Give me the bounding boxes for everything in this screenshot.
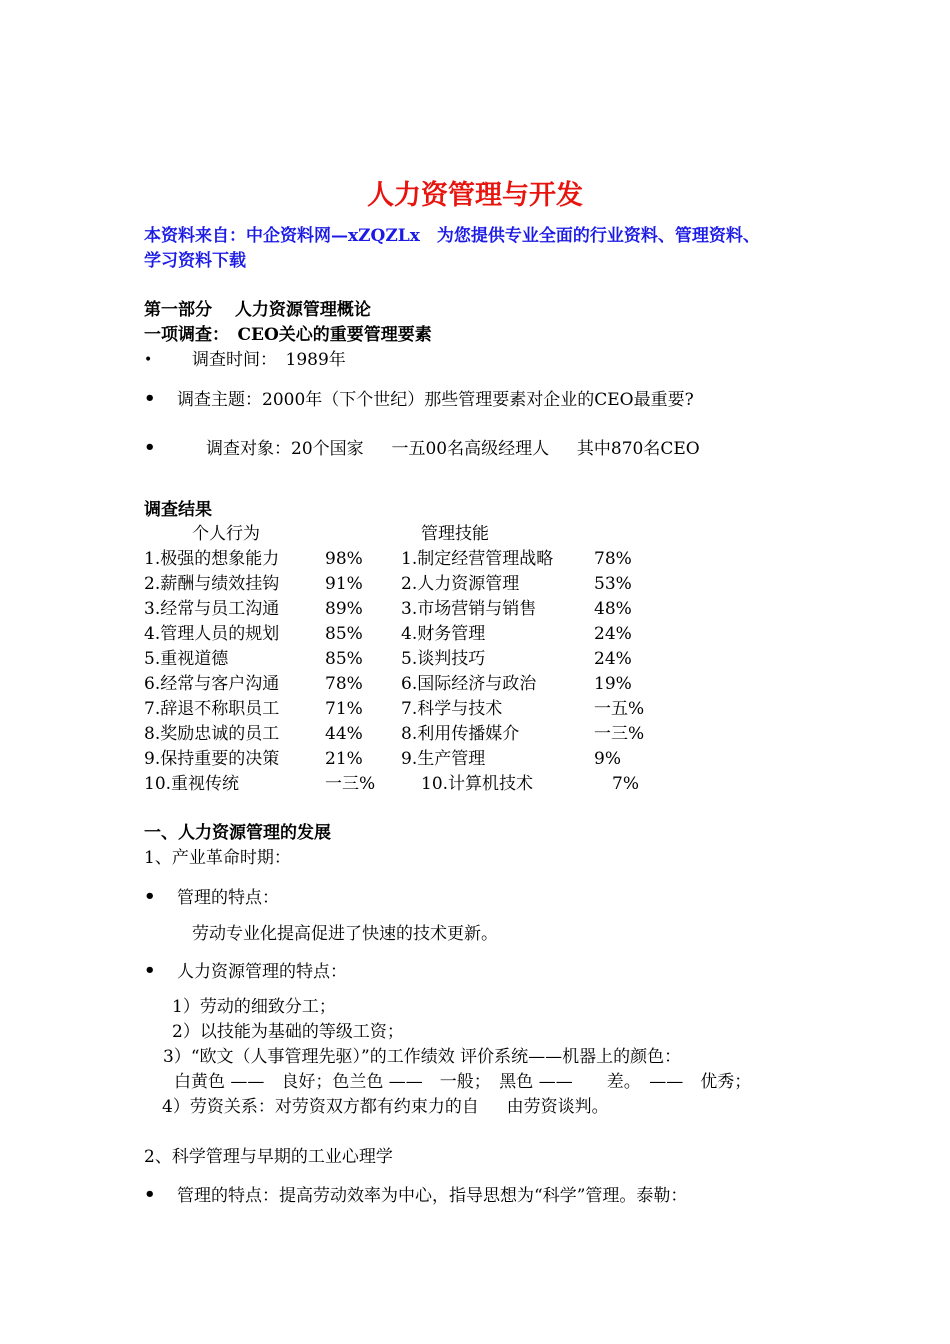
table-row-left-pct: 21% (325, 749, 363, 769)
table-row-right-pct: 24% (594, 649, 632, 669)
mgmt-features-label: 管理的特点： (177, 888, 279, 908)
survey-heading: 一项调查： CEO关心的重要管理要素 (144, 325, 432, 345)
table-row-right: 7.科学与技术 (401, 699, 503, 719)
table-row-left-pct: 85% (325, 624, 363, 644)
table-row-left-pct: 一三% (325, 774, 376, 794)
bullet-icon: • (144, 437, 156, 458)
table-row-right-pct: 7% (612, 774, 639, 794)
table-row-right-pct: 48% (594, 599, 632, 619)
table-row-left: 10.重视传统 (144, 774, 240, 794)
table-row-left-pct: 44% (325, 724, 363, 744)
table-row-right: 5.谈判技巧 (401, 649, 486, 669)
survey-subject: 调查对象：20个国家 一五00名高级经理人 其中870名CEO (206, 439, 700, 459)
section-heading: 一、人力资源管理的发展 (144, 823, 331, 843)
table-row-left-pct: 98% (325, 549, 363, 569)
table-row-left: 9.保持重要的决策 (144, 749, 280, 769)
table-row-right: 10.计算机技术 (421, 774, 534, 794)
table-row-right: 8.利用传播媒介 (401, 724, 520, 744)
list-item: 白黄色 —— 良好；色兰色 —— 一般； 黑色 —— 差。 —— 优秀； (174, 1072, 752, 1092)
table-row-right-pct: 53% (594, 574, 632, 594)
table-row-right-pct: 24% (594, 624, 632, 644)
table-row-left: 1.极强的想象能力 (144, 549, 280, 569)
survey-time: 调查时间： 1989年 (192, 350, 346, 370)
subsection-heading: 2、科学管理与早期的工业心理学 (144, 1147, 393, 1167)
table-row-left: 5.重视道德 (144, 649, 229, 669)
col2-header: 管理技能 (421, 524, 489, 544)
table-row-left-pct: 71% (325, 699, 363, 719)
table-row-right: 1.制定经营管理战略 (401, 549, 554, 569)
table-row-left-pct: 89% (325, 599, 363, 619)
table-row-right-pct: 78% (594, 549, 632, 569)
table-row-right-pct: 19% (594, 674, 632, 694)
list-item: 4）劳资关系：对劳资双方都有约束力的自 由劳资谈判。 (162, 1097, 609, 1117)
source-line-1[interactable]: 本资料来自：中企资料网—xZQZLx 为您提供专业全面的行业资料、管理资料、 (144, 226, 760, 246)
table-row-right: 6.国际经济与政治 (401, 674, 537, 694)
col1-header: 个人行为 (192, 524, 260, 544)
table-row-right: 2.人力资源管理 (401, 574, 520, 594)
table-row-left: 8.奖励忠诚的员工 (144, 724, 280, 744)
table-row-right: 4.财务管理 (401, 624, 486, 644)
results-heading: 调查结果 (144, 500, 212, 520)
list-item: 1）劳动的细致分工； (172, 997, 336, 1017)
source-line-2[interactable]: 学习资料下载 (144, 251, 246, 271)
table-row-left-pct: 85% (325, 649, 363, 669)
document-title: 人力资管理与开发 (367, 180, 583, 211)
subsection-heading: 1、产业革命时期： (144, 848, 291, 868)
table-row-right: 3.市场营销与销售 (401, 599, 537, 619)
table-row-right-pct: 9% (594, 749, 621, 769)
table-row-right-pct: 一三% (594, 724, 645, 744)
list-item: 3）“欧文（人事管理先驱）”的工作绩效 评价系统——机器上的颜色： (163, 1047, 682, 1067)
survey-topic: 调查主题：2000年（下个世纪）那些管理要素对企业的CEO最重要? (177, 390, 694, 410)
table-row-left: 7.辞退不称职员工 (144, 699, 280, 719)
table-row-left: 2.薪酬与绩效挂钩 (144, 574, 280, 594)
mgmt-features-text: 劳动专业化提高促进了快速的技术更新。 (192, 924, 498, 944)
table-row-left: 4.管理人员的规划 (144, 624, 280, 644)
table-row-right-pct: 一五% (594, 699, 645, 719)
bullet-icon: • (144, 960, 156, 981)
bullet-icon: • (144, 352, 153, 368)
table-row-left-pct: 91% (325, 574, 363, 594)
bullet-icon: • (144, 1184, 156, 1205)
hr-features-label: 人力资源管理的特点： (177, 962, 347, 982)
bullet-icon: • (144, 388, 156, 409)
table-row-left-pct: 78% (325, 674, 363, 694)
list-item: 2）以技能为基础的等级工资； (172, 1022, 404, 1042)
bullet-icon: • (144, 886, 156, 907)
part-heading: 第一部分 人力资源管理概论 (144, 300, 371, 320)
table-row-left: 3.经常与员工沟通 (144, 599, 280, 619)
table-row-right: 9.生产管理 (401, 749, 486, 769)
table-row-left: 6.经常与客户沟通 (144, 674, 280, 694)
sci-mgmt-text: 管理的特点：提高劳动效率为中心，指导思想为“科学”管理。泰勒： (177, 1186, 688, 1206)
